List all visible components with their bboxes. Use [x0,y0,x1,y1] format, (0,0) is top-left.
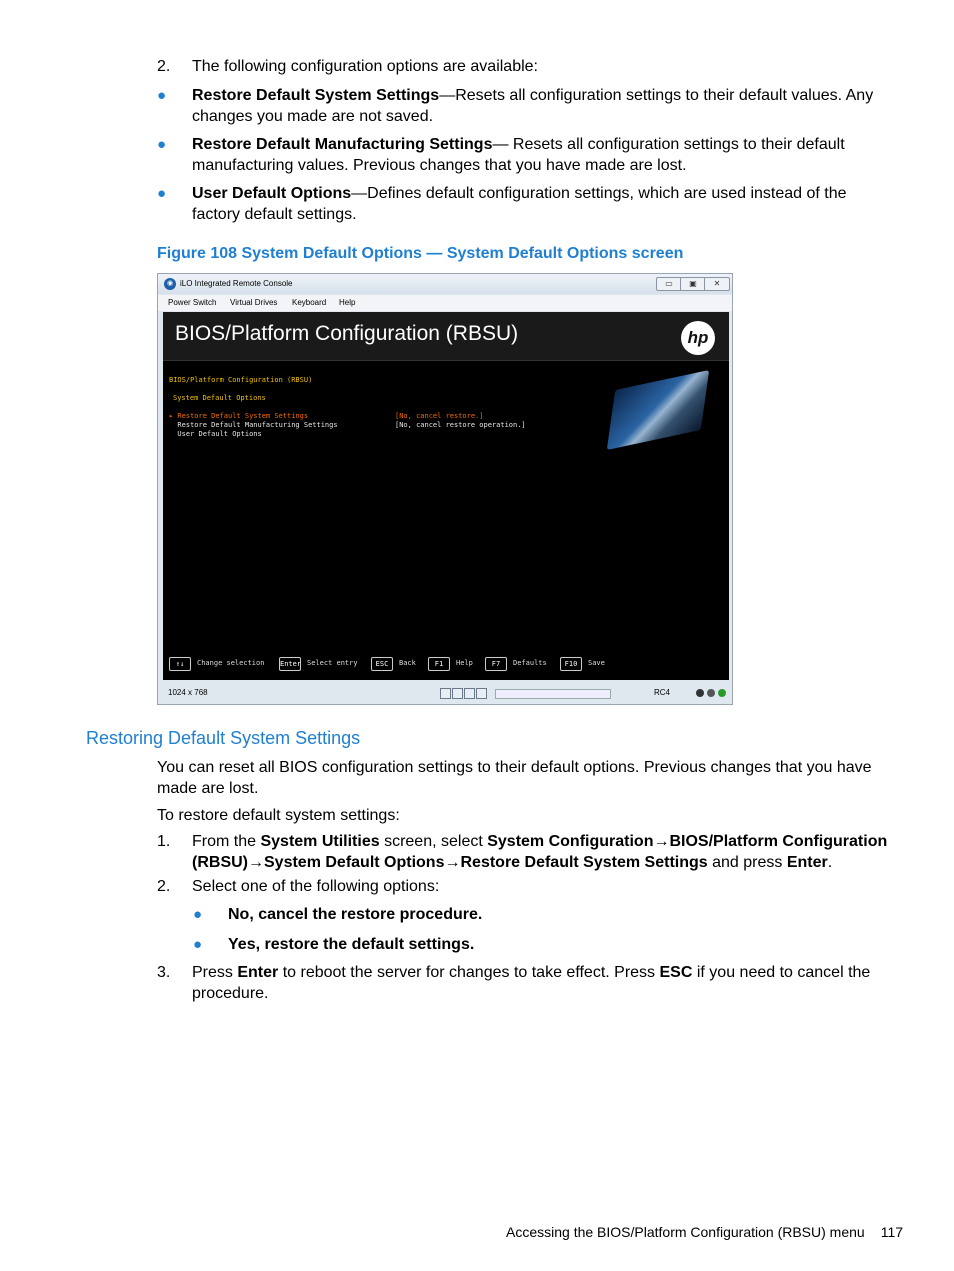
status-bar [158,683,732,703]
key-label: Save [588,659,605,667]
arrow-icon: → [444,854,461,871]
enter-key-icon: Enter [279,657,301,671]
f1-key-icon: F1 [428,657,450,671]
bullet-icon: ● [193,906,203,923]
step-number: 2. [157,878,171,895]
bullet-icon: ● [157,185,167,202]
step-text: The following configuration options are available: [192,58,538,75]
step-number: 1. [157,833,171,850]
bullet-term: Restore Default Manufacturing Settings [192,136,493,153]
remote-console-window [157,273,733,705]
bullet-item [192,134,897,176]
section-heading: Restoring Default System Settings [86,728,361,748]
paragraph: To restore default system settings: [157,807,400,824]
menu-keyboard[interactable]: Keyboard [292,298,327,307]
menu-virtual-drives[interactable]: Virtual Drives [230,298,278,307]
bullet-item [192,85,897,127]
banner-title: BIOS/Platform Configuration (RBSU) [175,322,519,345]
text-run: . [827,854,833,871]
bullet-desc: —Defines default configuration settings, which are used instead of the factory default settings. [192,185,847,223]
ui-term: BIOS/Platform Configuration (RBSU) [192,833,888,871]
bullet-term: Restore Default System Settings [192,87,440,104]
bullet-icon: ● [157,87,167,104]
console-screen[interactable] [163,312,729,680]
option-restore-system[interactable]: ▸ Restore Default System Settings [169,412,309,420]
ilo-logo-icon: ◉ [164,278,176,290]
step-text [192,962,897,1004]
status-light-icon [696,689,704,697]
text-run: Press [192,964,238,981]
key-label: Change selection [197,659,265,667]
arrow-icon: → [653,833,670,850]
sub-bullet: No, cancel the restore procedure. [228,906,483,923]
esc-key-icon: ESC [371,657,393,671]
f7-key-icon: F7 [485,657,507,671]
key-legend [163,657,729,671]
menu-bar [158,295,732,311]
figure-caption: Figure 108 System Default Options — System Default Options screen [157,245,684,262]
bullet-icon: ● [157,136,167,153]
resolution-readout: 1024 x 768 [168,688,208,697]
page-number: 117 [880,1224,904,1240]
arrows-key-icon: ↑↓ [169,657,191,671]
status-light-icon [718,689,726,697]
key-label: Back [399,659,416,667]
text-run: if you need to cancel the procedure. [192,964,871,1002]
sub-bullet: Yes, restore the default settings. [228,936,475,953]
option-restore-manufacturing-value[interactable]: [No, cancel restore operation.] [395,421,526,429]
page-footer [506,1222,903,1243]
ui-term: System Configuration [487,833,654,850]
breadcrumb: BIOS/Platform Configuration (RBSU) [169,376,313,384]
ui-term: ESC [659,964,693,981]
minimize-icon[interactable]: ▭ [656,277,682,291]
text-run: to reboot the server for changes to take effect. Press [278,964,660,981]
arrow-icon: → [248,854,264,871]
bullet-term: User Default Options [192,185,352,202]
footer-title: Accessing the BIOS/Platform Configuration (RBSU) menu [506,1224,865,1240]
rewind-icon[interactable] [440,688,451,699]
ui-term: Enter [786,854,828,871]
step-text [192,831,897,873]
window-titlebar [158,274,732,294]
menu-power-switch[interactable]: Power Switch [168,298,217,307]
bullet-desc: — Resets all configuration settings to their default manufacturing values. Previous changes that you have made are lost. [192,136,845,174]
text-run: From the [192,833,261,850]
server-image [607,370,709,450]
play-icon[interactable] [464,688,475,699]
hp-logo-icon: hp [681,321,715,355]
step-text: Select one of the following options: [192,878,440,895]
f10-key-icon: F10 [560,657,582,671]
ui-term: System Default Options [264,854,445,871]
page-title: System Default Options [173,394,266,402]
close-icon[interactable]: ✕ [704,277,730,291]
menu-help[interactable]: Help [339,298,356,307]
bullet-icon: ● [193,936,203,953]
key-label: Help [456,659,473,667]
bullet-desc: —Resets all configuration settings to their default values. Any changes you made are not saved. [192,87,874,125]
option-restore-system-value[interactable]: [No, cancel restore.] [395,412,484,420]
paragraph: You can reset all BIOS configuration settings to their default options. Previous changes that you have made are lost. [157,759,872,797]
text-run: screen, select [379,833,488,850]
ui-term: System Utilities [260,833,380,850]
step-number: 2. [157,58,171,75]
option-user-default[interactable]: User Default Options [169,430,262,438]
rbsu-banner [163,312,729,361]
rc-label: RC4 [654,688,671,697]
key-label: Defaults [513,659,547,667]
bullet-item [192,183,897,225]
status-light-icon [707,689,715,697]
ui-term: Enter [237,964,279,981]
record-icon[interactable] [476,688,487,699]
key-label: Select entry [307,659,358,667]
step-number: 3. [157,964,171,981]
pause-icon[interactable] [452,688,463,699]
playback-progress[interactable] [495,689,611,699]
window-title: iLO Integrated Remote Console [180,279,293,288]
maximize-icon[interactable]: ▣ [680,277,706,291]
option-restore-manufacturing[interactable]: Restore Default Manufacturing Settings [169,421,338,429]
text-run: and press [707,854,787,871]
ui-term: Restore Default System Settings [460,854,708,871]
